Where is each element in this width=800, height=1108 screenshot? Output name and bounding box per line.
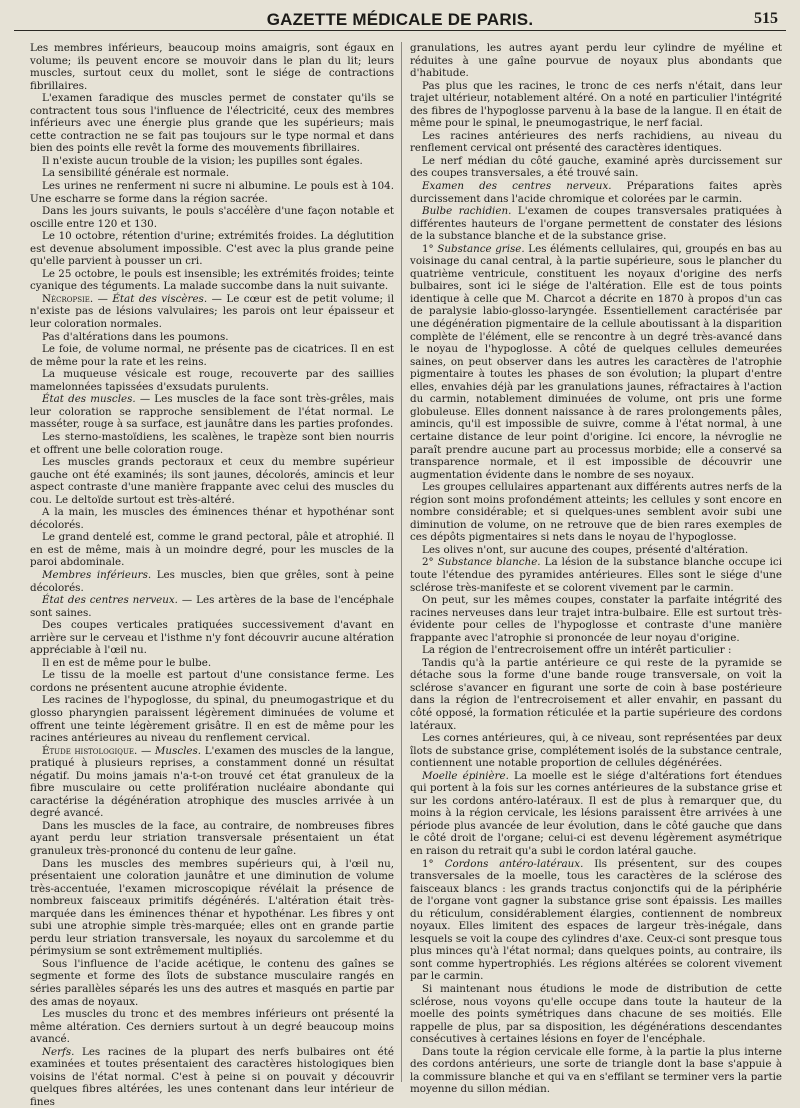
paragraph bbox=[30, 92, 394, 155]
paragraph bbox=[30, 180, 394, 205]
paragraph-text: A la main, les muscles des éminences thénar et hypothénar sont décolorés. bbox=[30, 506, 394, 531]
paragraph-text: Pas plus que les racines, le tronc de ces nerfs n'était, dans leur trajet ultérieur, notablement altéré. On a noté en particulier l'intégrité des fibres de l'hypoglosse parvenu à la base de la langue. Il en était de même pour le spinal, le pneumogastrique, le nerf facial. bbox=[410, 79, 782, 130]
paragraph bbox=[410, 732, 782, 770]
paragraph-lead: 1° bbox=[422, 242, 434, 255]
paragraph bbox=[30, 368, 394, 393]
paragraph-text: Les muscles du tronc et des membres inférieurs ont présenté la même altération. Ces derniers surtout à un degré beaucoup moins avancé. bbox=[30, 1008, 394, 1046]
paragraph bbox=[410, 770, 782, 858]
paragraph bbox=[410, 644, 782, 657]
paragraph-lead: 2° bbox=[422, 556, 434, 569]
paragraph bbox=[30, 1046, 394, 1108]
section-heading: Substance blanche. bbox=[433, 556, 541, 569]
section-heading: Nerfs. bbox=[42, 1045, 75, 1058]
paragraph bbox=[410, 42, 782, 80]
page-header bbox=[14, 10, 786, 32]
paragraph bbox=[30, 167, 394, 180]
paragraph-text: Le grand dentelé est, comme le grand pectoral, pâle et atrophié. Il en est de même, mais à un moindre degré, pour les muscles de la paroi abdominale. bbox=[30, 531, 394, 569]
paragraph-text: Les cornes antérieures, qui, à ce niveau, sont représentées par deux îlots de substance grise, complétement isolés de la substance centrale, contiennent une notable proportion de cellules dégénérées. bbox=[410, 732, 782, 770]
section-heading: Cordons antéro-latéraux. bbox=[433, 857, 584, 870]
paragraph-text: La muqueuse vésicale est rouge, recouverte par des saillies mamelonnées tapissées d'exsudats purulents. bbox=[30, 368, 394, 393]
paragraph bbox=[30, 431, 394, 456]
paragraph bbox=[410, 155, 782, 180]
paragraph bbox=[410, 1046, 782, 1096]
paragraph-dash: — bbox=[137, 744, 155, 757]
paragraph bbox=[410, 243, 782, 481]
paragraph-text: Ils présentent, sur des coupes transversales de la moelle, tous les caractères de la sclérose des faisceaux blancs : les grands tractus conjonctifs qui de la périphérie de l'organe vont gagner la substance grise sont épaissis. Les mailles du réticulum, considérablement élargies, contiennent de nombreux noyaux. Elles limitent des espaces de largeur très-inégale, dans lesquels se voit la coupe des cylindres d'axe. Ceux-ci sont presque tous plus minces qu'à l'état normal; dans quelques points, au contraire, ils sont comme hypertrophiés. Les régions altérées se colorent vivement par le carmin. bbox=[410, 857, 782, 983]
paragraph-text: Si maintenant nous étudions le mode de distribution de cette sclérose, nous voyons qu'elle occupe dans toute la hauteur de la moelle des points symétriques dans chacune de ses moitiés. Elle rappelle de plus, par sa disposition, les dégénérations descendantes consécutives à certaines lésions en foyer de l'encéphale. bbox=[410, 983, 782, 1046]
paragraph-text: Les urines ne renferment ni sucre ni albumine. Le pouls est à 104. Une escharre se forme dans la région sacrée. bbox=[30, 180, 394, 205]
paragraph-text: L'examen des muscles de la langue, pratiqué à plusieurs reprises, a constamment donné un résultat négatif. Du moins jamais n'a-t-on trouvé cet état granuleux de la fibre musculaire ou cette prolifération nucléaire abondante qui caractérise la dégénération atrophique des muscles arrivée à un degré avancé. bbox=[30, 744, 394, 820]
paragraph-text: Le 10 octobre, rétention d'urine; extrémités froides. La déglutition est devenue absolument impossible. C'est avec la plus grande peine qu'elle parvient à pousser un cri. bbox=[30, 230, 394, 268]
paragraph-text: La lésion de la substance blanche occupe ici toute l'étendue des pyramides antérieures. Elles sont le siége d'une sclérose très-manifeste et se colorent vivement par le carmin. bbox=[410, 556, 782, 594]
paragraph-text: — Les muscles de la face sont très-grêles, mais leur coloration se rapproche sensiblement de l'état normal. Le masséter, rouge à sa surface, est jaunâtre dans les parties profondes. bbox=[30, 393, 395, 431]
paragraph-text: Tandis qu'à la partie antérieure ce qui reste de la pyramide se détache sous la forme d'une bande rouge transversale, on voit la sclérose s'avancer en figurant une sorte de coin à base postérieure dans la région de l'entrecroisement et aller envahir, en passant du côté opposé, la formation réticulée et la partie supérieure des cordons latéraux. bbox=[410, 656, 782, 732]
paragraph-text: Dans les muscles des membres supérieurs qui, à l'œil nu, présentaient une coloration jaunâtre et une diminution de volume très-accentuée, l'examen microscopique révélait la présence de nombreux faisceaux primitifs dégénérés. L'altération était très-marquée dans les éminences thénar et hypothénar. Les fibres y ont subi une atrophie simple très-marquée; elles ont en grande partie perdu leur striation transversale, les noyaux du sarcolemme et du périmysium se sont extrêmement multipliés. bbox=[30, 857, 394, 958]
paragraph bbox=[30, 456, 394, 506]
paragraph bbox=[30, 331, 394, 344]
paragraph bbox=[410, 205, 782, 243]
paragraph bbox=[30, 820, 394, 858]
section-heading: Moelle épinière. bbox=[422, 769, 509, 782]
right-column bbox=[410, 42, 782, 1096]
paragraph bbox=[30, 569, 394, 594]
paragraph bbox=[30, 230, 394, 268]
paragraph-text: Les groupes cellulaires appartenant aux différents autres nerfs de la région sont moins profondément atteints; les cellules y sont encore en nombre considérable; et si quelques-unes semblent avoir subi une diminution de volume, on ne retrouve que de bien rares exemples de ces dépôts pigmentaires si nets dans le noyau de l'hypoglosse. bbox=[410, 481, 782, 544]
paragraph-text: granulations, les autres ayant perdu leur cylindre de myéline et réduites à une gaîne pourvue de noyaux plus abondants que d'habitude. bbox=[410, 42, 782, 80]
paragraph-text: Les olives n'ont, sur aucune des coupes, présenté d'altération. bbox=[422, 543, 749, 556]
paragraph bbox=[30, 958, 394, 1008]
paragraph-text: Préparations faites après durcissement dans l'acide chromique et colorées par le carmin. bbox=[410, 180, 782, 205]
section-heading: Muscles. bbox=[154, 744, 202, 757]
paragraph bbox=[410, 180, 782, 205]
paragraph-text: Pas d'altérations dans les poumons. bbox=[42, 330, 229, 343]
paragraph-text: L'examen faradique des muscles permet de constater qu'ils se contractent tous sous l'influence de l'électricité, ceux des membres inférieurs avec une énergie plus grande que les supérieurs; mais cette contraction ne se fait pas toujours sur le type normal et dans bien des points elle revêt la forme des mouvements fibrillaires. bbox=[30, 92, 394, 155]
paragraph-text: La sensibilité générale est normale. bbox=[42, 167, 230, 180]
paragraph-text: L'examen de coupes transversales pratiquées à différentes hauteurs de l'organe permettent de constater des lésions de la substance blanche et de la substance grise. bbox=[410, 205, 782, 243]
section-heading: État des muscles. bbox=[42, 393, 136, 406]
paragraph-text: Dans toute la région cervicale elle forme, à la partie la plus interne des cordons antérieurs, une sorte de triangle dont la base s'appuie à la commissure blanche et qui va en s'effilant se terminer vers la partie moyenne du sillon médian. bbox=[410, 1045, 782, 1096]
paragraph bbox=[30, 594, 394, 619]
paragraph bbox=[30, 858, 394, 958]
paragraph-text: — Le cœur est de petit volume; il n'existe pas de lésions valvulaires; les parois ont leur épaisseur et leur coloration normales. bbox=[30, 292, 395, 331]
paragraph bbox=[30, 268, 394, 293]
column-divider bbox=[401, 42, 402, 1082]
section-heading: Examen des centres nerveux. bbox=[422, 180, 612, 193]
paragraph bbox=[30, 393, 394, 431]
paragraph-text: La moelle est le siége d'altérations fort étendues qui portent à la fois sur les cornes antérieures de la substance grise et sur les cordons antéro-latéraux. Il est de plus à remarquer que, du moins à la région cervicale, les lésions paraissent être arrivées à une période plus avancée de leur évolution, dans le côté gauche que dans le côté droit de l'organe; celui-ci est devenu légèrement asymétrique en raison du retrait qu'a subi le cordon latéral gauche. bbox=[410, 769, 782, 857]
paragraph bbox=[30, 694, 394, 744]
paragraph bbox=[30, 1008, 394, 1046]
paragraph bbox=[410, 983, 782, 1046]
paragraph bbox=[30, 506, 394, 531]
paragraph bbox=[30, 343, 394, 368]
paragraph bbox=[30, 42, 394, 92]
paragraph-lead: Étude histologique. bbox=[42, 744, 138, 757]
paragraph bbox=[410, 481, 782, 544]
paragraph-text: Les sterno-mastoïdiens, les scalènes, le trapèze sont bien nourris et offrent une belle coloration rouge. bbox=[30, 430, 394, 456]
paragraph bbox=[410, 544, 782, 557]
paragraph-text: Les racines antérieures des nerfs rachidiens, au niveau du renflement cervical ont présenté des caractères identiques. bbox=[410, 129, 782, 155]
paragraph-text: — Les artères de la base de l'encéphale sont saines. bbox=[30, 594, 394, 619]
paragraph-text: Les racines de l'hypoglosse, du spinal, du pneumogastrique et du glosso pharyngien paraissent légèrement diminuées de volume et offrent une teinte légèrement grisâtre. Il en est de même pour les racines antérieures au niveau du renflement cervical. bbox=[30, 694, 394, 745]
paragraph bbox=[410, 130, 782, 155]
paragraph-text: Le 25 octobre, le pouls est insensible; les extrémités froides; teinte cyanique des téguments. La malade succombe dans la nuit suivante. bbox=[30, 267, 394, 293]
paragraph bbox=[30, 293, 394, 331]
paragraph-dash: — bbox=[93, 292, 113, 305]
paragraph bbox=[30, 205, 394, 230]
paragraph-text: Dans les muscles de la face, au contraire, de nombreuses fibres ayant perdu leur striation transversale présentaient un état granuleux très-prononcé du contenu de leur gaîne. bbox=[30, 819, 394, 857]
paragraph-text: On peut, sur les mêmes coupes, constater la parfaite intégrité des racines nerveuses dans leur trajet intra-bulbaire. Elle est surtout très-évidente pour celles de l'hypoglosse et contraste d'une manière frappante avec l'atrophie si prononcée de leur noyau d'origine. bbox=[410, 594, 782, 644]
paragraph-text: Le tissu de la moelle est partout d'une consistance ferme. Les cordons ne présentent aucune atrophie évidente. bbox=[30, 669, 394, 694]
paragraph-text: Les membres inférieurs, beaucoup moins amaigris, sont égaux en volume; ils peuvent encore se mouvoir dans le plan du lit; leurs muscles, surtout ceux du mollet, sont le siége de contractions fibrillaires. bbox=[30, 42, 394, 92]
paragraph-text: Le nerf médian du côté gauche, examiné après durcissement sur des coupes transversales, a été trouvé sain. bbox=[410, 154, 782, 180]
paragraph-text: Des coupes verticales pratiquées successivement d'avant en arrière sur le cerveau et l'isthme n'y font découvrir aucune altération appréciable à l'œil nu. bbox=[30, 619, 394, 657]
paragraph bbox=[410, 594, 782, 644]
paragraph-lead: Nécropsie. bbox=[42, 292, 94, 305]
section-heading: État des viscères. bbox=[112, 292, 208, 305]
paragraph-text: Les muscles grands pectoraux et ceux du membre supérieur gauche ont été examinés; ils sont jaunes, décolorés, amincis et leur aspect contraste d'une manière frappante avec celui des muscles du cou. Le deltoïde surtout est très-altéré. bbox=[30, 456, 394, 506]
paragraph-text: Dans les jours suivants, le pouls s'accélère d'une façon notable et oscille entre 120 et 130. bbox=[30, 205, 394, 230]
section-heading: Substance grise. bbox=[433, 242, 525, 255]
paragraph-text: Il n'existe aucun trouble de la vision; les pupilles sont égales. bbox=[42, 154, 363, 167]
paragraph-text: Sous l'influence de l'acide acétique, le contenu des gaînes se segmente et forme des îlots de substance musculaire rangés en séries parallèles séparés les uns des autres et masqués en partie par des amas de noyaux. bbox=[30, 957, 394, 1008]
section-heading: Membres inférieurs. bbox=[42, 568, 152, 581]
paragraph bbox=[30, 155, 394, 168]
paragraph bbox=[30, 619, 394, 657]
paragraph bbox=[30, 669, 394, 694]
paragraph-text: Le foie, de volume normal, ne présente pas de cicatrices. Il en est de même pour la rate et les reins. bbox=[30, 343, 394, 368]
section-heading: État des centres nerveux. bbox=[42, 594, 178, 607]
paragraph-text: Il en est de même pour le bulbe. bbox=[42, 656, 212, 669]
left-column bbox=[30, 42, 395, 1108]
paragraph bbox=[410, 556, 782, 594]
paragraph bbox=[30, 657, 394, 670]
paragraph bbox=[410, 858, 782, 983]
paragraph bbox=[410, 80, 782, 130]
paragraph-text: Les racines de la plupart des nerfs bulbaires ont été examinées et toutes présentaient des caractères histologiques bien voisins de l'état normal. C'est à peine si on pouvait y découvrir quelques fibres altérées, les unes contenant dans leur intérieur de fines bbox=[30, 1045, 394, 1108]
paragraph-text: Les éléments cellulaires, qui, groupés en bas au voisinage du canal central, à la partie supérieure, sous le plancher du quatrième ventricule, constituent les noyaux d'origine des nerfs bulbaires, sont ici le siége de l'altération. Elle est de tous points identique à celle que M. Charcot a décrite en 1870 à propos d'un cas de paralysie labio-glosso-laryngée. Essentiellement caractérisée par une dégénération pigmentaire de la cellule aboutissant à la disparition complète de l'élément, elle se rencontre à un degré très-avancé dans le noyau de l'hypoglosse. A côté de quelques cellules demeurées saines, on peut observer dans les autres les caractères de l'atrophie pigmentaire à toutes les phases de son évolution; la plupart d'entre elles, envahies déjà par les granulations jaunes, réfractaires à l'action du carmin, notablement diminuées de volume, ont pris une forme globuleuse. Elles donnent naissance à de rares prolongements pâles, amincis, qu'il est impossible de suivre, comme à l'état normal, à une certaine distance de leur point d'origine. Ici encore, la névroglie ne paraît prendre aucune part au processus morbide; elle a conservé sa transparence normale, et il est impossible de découvrir une augmentation évidente dans le nombre de ses noyaux. bbox=[410, 242, 782, 481]
paragraph bbox=[30, 531, 394, 569]
header-rule bbox=[14, 30, 786, 31]
section-heading: Bulbe rachidien. bbox=[422, 205, 512, 218]
journal-title: GAZETTE MÉDICALE DE PARIS. bbox=[266, 10, 534, 29]
paragraph-text: La région de l'entrecroisement offre un intérêt particulier : bbox=[422, 644, 732, 657]
paragraph bbox=[30, 745, 394, 820]
paragraph-text: Les muscles, bien que grêles, sont à peine décolorés. bbox=[30, 568, 394, 594]
paragraph bbox=[410, 657, 782, 732]
paragraph-lead: 1° bbox=[422, 857, 434, 870]
page-number: 515 bbox=[754, 10, 778, 27]
